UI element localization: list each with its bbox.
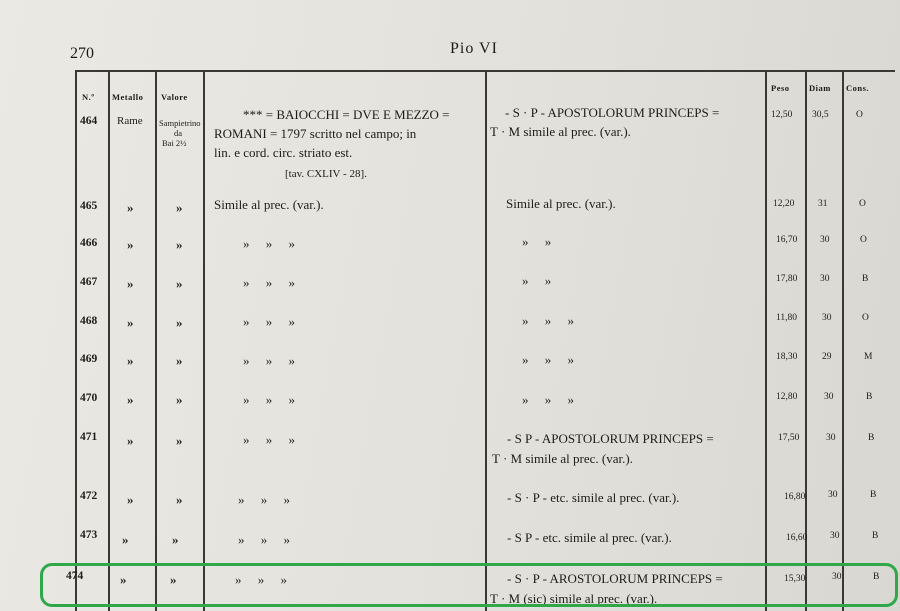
ditto-mark: »: [176, 392, 183, 407]
column-divider: [203, 70, 205, 611]
ditto-mark: »: [127, 315, 134, 330]
obverse-description: » » »: [238, 492, 290, 507]
obverse-description: » » »: [243, 432, 295, 447]
column-divider: [108, 70, 110, 611]
ditto-mark: »: [127, 392, 134, 407]
column-header-cons: Cons.: [846, 83, 870, 93]
condition: O: [860, 235, 867, 245]
obverse-description: » » »: [243, 392, 295, 407]
diameter: 30,5: [812, 110, 829, 120]
weight: 17,50: [778, 433, 800, 443]
value-line: Bai 2½: [162, 138, 187, 148]
column-divider: [485, 70, 487, 611]
obverse-description: » » »: [243, 275, 295, 290]
column-header-diam: Diam: [809, 83, 831, 93]
diameter: 29: [822, 352, 832, 362]
metal: Rame: [117, 115, 143, 127]
ditto-mark: »: [176, 276, 183, 291]
ditto-mark: »: [176, 315, 183, 330]
condition: B: [862, 274, 869, 284]
diameter: 30: [820, 274, 830, 284]
ditto-mark: »: [127, 433, 134, 448]
column-header-metallo: Metallo: [112, 92, 144, 102]
reverse-description: Simile al prec. (var.).: [506, 196, 616, 211]
entry-number: 465: [80, 200, 98, 212]
weight: 16,80: [784, 492, 806, 502]
ditto-mark: »: [122, 532, 129, 547]
column-header-no: N.º: [82, 92, 95, 102]
reverse-description: » » »: [522, 392, 574, 407]
condition: B: [872, 531, 879, 541]
obverse-description: » » »: [243, 314, 295, 329]
condition: O: [856, 110, 863, 120]
reverse-description: - S P - etc. simile al prec. (var.).: [507, 530, 672, 545]
diameter: 30: [822, 313, 832, 323]
condition: B: [870, 490, 877, 500]
ditto-mark: »: [176, 237, 183, 252]
value-line: Sampietrino: [159, 118, 201, 128]
weight: 15,30: [784, 574, 806, 584]
ditto-mark: »: [127, 492, 134, 507]
reverse-line: T · M simile al prec. (var.).: [490, 124, 631, 139]
reverse-description: » » »: [522, 313, 574, 328]
obverse-description: » » »: [243, 353, 295, 368]
column-divider: [842, 70, 844, 611]
obverse-line: ROMANI = 1797 scritto nel campo; in: [214, 126, 417, 141]
weight: 12,20: [773, 199, 795, 209]
ditto-mark: »: [176, 492, 183, 507]
entry-number: 473: [80, 529, 98, 541]
ditto-mark: »: [127, 353, 134, 368]
page-number: 270: [70, 45, 94, 62]
ditto-mark: »: [127, 200, 134, 215]
obverse-line: lin. e cord. circ. striato est.: [214, 145, 353, 160]
entry-number: 474: [66, 570, 84, 582]
highlight-box: [40, 563, 898, 607]
entry-number: 468: [80, 315, 98, 327]
reverse-description: » »: [522, 273, 552, 288]
ditto-mark: »: [176, 433, 183, 448]
column-divider: [155, 70, 157, 611]
weight: 17,80: [776, 274, 798, 284]
condition: O: [859, 199, 866, 209]
column-header-peso: Peso: [771, 83, 790, 93]
column-divider: [805, 70, 807, 611]
reverse-description-line-2: T · M simile al prec. (var.).: [492, 451, 633, 466]
entry-number: 469: [80, 353, 98, 365]
ditto-mark: »: [176, 353, 183, 368]
ditto-mark: »: [120, 572, 127, 587]
ditto-mark: »: [172, 532, 179, 547]
condition: O: [862, 313, 869, 323]
entry-number: 471: [80, 431, 98, 443]
reverse-description: » »: [522, 234, 552, 249]
weight: 12,50: [771, 110, 793, 120]
obverse-description: » » »: [238, 532, 290, 547]
diameter: 30: [826, 433, 836, 443]
condition: B: [873, 572, 880, 582]
ditto-mark: »: [127, 276, 134, 291]
reverse-description: » » »: [522, 352, 574, 367]
reverse-description: - S · P - etc. simile al prec. (var.).: [507, 490, 680, 505]
ditto-mark: »: [176, 200, 183, 215]
column-header-valore: Valore: [161, 92, 188, 102]
condition: B: [868, 433, 875, 443]
reverse-description-line-2: T · M (sic) simile al prec. (var.).: [490, 591, 658, 606]
reverse-description: - S · P - AROSTOLORUM PRINCEPS =: [507, 571, 723, 586]
weight: 11,80: [776, 313, 798, 323]
entry-number: 467: [80, 276, 98, 288]
entry-number: 470: [80, 392, 98, 404]
weight: 12,80: [776, 392, 798, 402]
table-left-rule: [75, 70, 77, 611]
obverse-description: » » »: [243, 236, 295, 251]
obverse-description: » » »: [235, 572, 287, 587]
page-title: Pio VI: [450, 40, 498, 57]
value-line: da: [174, 128, 183, 138]
diameter: 31: [818, 199, 828, 209]
ditto-mark: »: [127, 237, 134, 252]
diameter: 30: [824, 392, 834, 402]
entry-number: 466: [80, 237, 98, 249]
plate-reference: [tav. CXLIV - 28].: [285, 168, 367, 180]
entry-number: 464: [80, 115, 98, 127]
weight: 16,70: [776, 235, 798, 245]
entry-number: 472: [80, 490, 98, 502]
reverse-line: - S · P - APOSTOLORUM PRINCEPS =: [505, 105, 720, 120]
ditto-mark: »: [170, 572, 177, 587]
reverse-description: - S P - APOSTOLORUM PRINCEPS =: [507, 431, 714, 446]
obverse-line: *** = BAIOCCHI = DVE E MEZZO =: [243, 107, 450, 122]
condition: B: [866, 392, 873, 402]
diameter: 30: [832, 572, 842, 582]
column-divider: [765, 70, 767, 611]
diameter: 30: [830, 531, 840, 541]
diameter: 30: [828, 490, 838, 500]
weight: 18,30: [776, 352, 798, 362]
condition: M: [864, 352, 873, 362]
weight: 16,60: [786, 533, 808, 543]
obverse-description: Simile al prec. (var.).: [214, 197, 324, 212]
diameter: 30: [820, 235, 830, 245]
